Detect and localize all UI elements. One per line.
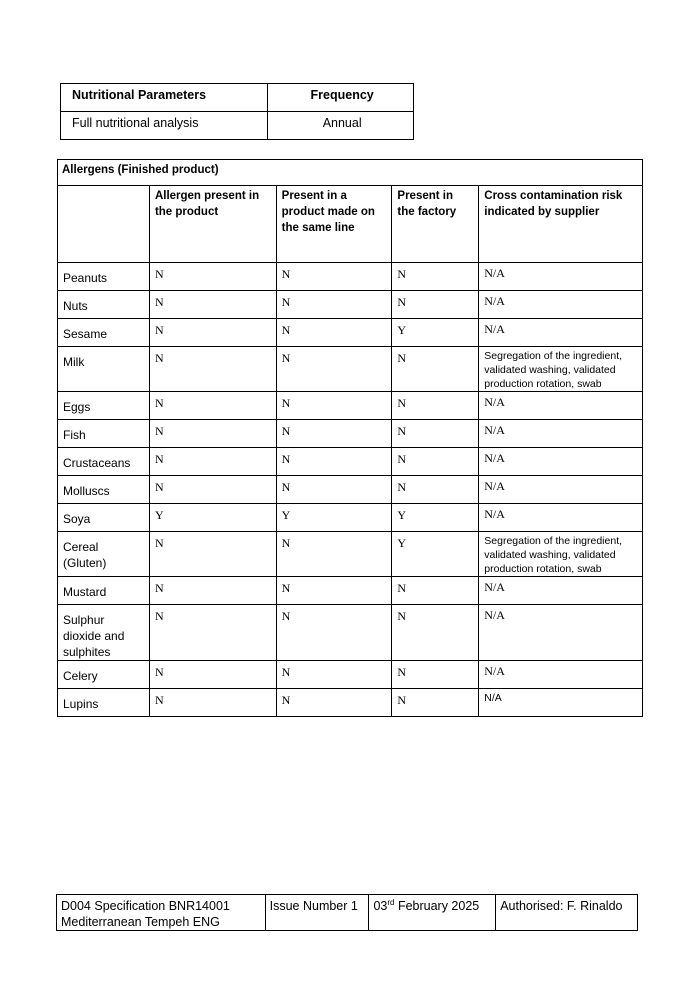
- in-factory-value: N: [392, 291, 479, 319]
- allergen-row: [58, 319, 643, 347]
- footer-row: [57, 895, 638, 931]
- allergen-row: [58, 448, 643, 476]
- same-line-value: N: [276, 291, 392, 319]
- allergen-name: Celery: [58, 661, 150, 689]
- cross-contamination-value: N/A: [479, 605, 643, 661]
- nutritional-param-cell: Full nutritional analysis: [61, 112, 268, 140]
- in-factory-value: N: [392, 476, 479, 504]
- allergen-name: Mustard: [58, 577, 150, 605]
- frequency-header: Frequency: [268, 84, 414, 112]
- in-factory-value: N: [392, 347, 479, 392]
- allergen-name: Peanuts: [58, 263, 150, 291]
- nutritional-row: [61, 112, 414, 140]
- present-in-product-value: N: [149, 291, 276, 319]
- same-line-value: Y: [276, 504, 392, 532]
- same-line-value: N: [276, 689, 392, 717]
- cross-contamination-value: N/A: [479, 577, 643, 605]
- present-in-product-value: N: [149, 347, 276, 392]
- allergen-name: Nuts: [58, 291, 150, 319]
- allergen-row: [58, 263, 643, 291]
- present-in-product-value: Y: [149, 504, 276, 532]
- in-factory-value: N: [392, 448, 479, 476]
- cross-contamination-value: N/A: [479, 476, 643, 504]
- allergen-row: [58, 476, 643, 504]
- allergen-name-header: [58, 186, 150, 263]
- allergen-row: [58, 504, 643, 532]
- allergen-name: Sesame: [58, 319, 150, 347]
- allergen-name: Cereal (Gluten): [58, 532, 150, 577]
- header-present-in-product: Allergen present in the product: [149, 186, 276, 263]
- allergen-row: [58, 577, 643, 605]
- in-factory-value: N: [392, 605, 479, 661]
- allergen-name: Lupins: [58, 689, 150, 717]
- cross-contamination-value: N/A: [479, 448, 643, 476]
- allergen-row: [58, 392, 643, 420]
- allergen-name: Eggs: [58, 392, 150, 420]
- in-factory-value: N: [392, 392, 479, 420]
- allergen-row: [58, 605, 643, 661]
- in-factory-value: N: [392, 661, 479, 689]
- allergen-row: [58, 532, 643, 577]
- nutritional-table: [60, 83, 414, 140]
- same-line-value: N: [276, 476, 392, 504]
- allergen-row: [58, 689, 643, 717]
- footer-authorised: Authorised: F. Rinaldo: [496, 895, 638, 931]
- footer-date-day: 03: [373, 899, 388, 913]
- nutritional-param-header: Nutritional Parameters: [61, 84, 268, 112]
- present-in-product-value: N: [149, 448, 276, 476]
- present-in-product-value: N: [149, 577, 276, 605]
- allergen-row: [58, 420, 643, 448]
- same-line-value: N: [276, 448, 392, 476]
- allergens-title: Allergens (Finished product): [58, 160, 643, 186]
- in-factory-value: Y: [392, 532, 479, 577]
- same-line-value: N: [276, 347, 392, 392]
- nutritional-header-row: [61, 84, 414, 112]
- same-line-value: N: [276, 605, 392, 661]
- allergens-header-row: [58, 186, 643, 263]
- present-in-product-value: N: [149, 319, 276, 347]
- frequency-cell: Annual: [268, 112, 414, 140]
- cross-contamination-value: N/A: [479, 263, 643, 291]
- present-in-product-value: N: [149, 263, 276, 291]
- allergens-title-row: [58, 160, 643, 186]
- cross-contamination-value: N/A: [479, 392, 643, 420]
- cross-contamination-value: Segregation of the ingredient, validated washing, validated production rotation, swab: [479, 347, 643, 392]
- allergen-row: [58, 347, 643, 392]
- header-in-factory: Present in the factory: [392, 186, 479, 263]
- cross-contamination-value: Segregation of the ingredient, validated washing, validated production rotation, swab: [479, 532, 643, 577]
- footer-date: [369, 895, 496, 931]
- in-factory-value: N: [392, 420, 479, 448]
- allergen-name: Sulphur dioxide and sulphites: [58, 605, 150, 661]
- footer-issue-number: Issue Number 1: [265, 895, 369, 931]
- present-in-product-value: N: [149, 661, 276, 689]
- cross-contamination-value: N/A: [479, 291, 643, 319]
- cross-contamination-value: N/A: [479, 319, 643, 347]
- cross-contamination-value: N/A: [479, 504, 643, 532]
- document-footer: [56, 894, 638, 931]
- allergens-table: [57, 159, 643, 717]
- same-line-value: N: [276, 661, 392, 689]
- allergen-name: Fish: [58, 420, 150, 448]
- present-in-product-value: N: [149, 392, 276, 420]
- in-factory-value: Y: [392, 504, 479, 532]
- allergen-name: Crustaceans: [58, 448, 150, 476]
- cross-contamination-value: N/A: [479, 661, 643, 689]
- same-line-value: N: [276, 532, 392, 577]
- same-line-value: N: [276, 263, 392, 291]
- same-line-value: N: [276, 420, 392, 448]
- header-same-line: Present in a product made on the same line: [276, 186, 392, 263]
- cross-contamination-value: N/A: [479, 689, 643, 717]
- footer-date-rest: February 2025: [394, 899, 480, 913]
- present-in-product-value: N: [149, 532, 276, 577]
- allergen-name: Soya: [58, 504, 150, 532]
- header-cross-contamination: Cross contamination risk indicated by supplier: [479, 186, 643, 263]
- in-factory-value: N: [392, 263, 479, 291]
- allergen-name: Milk: [58, 347, 150, 392]
- present-in-product-value: N: [149, 476, 276, 504]
- footer-date-suffix: rd: [387, 897, 395, 907]
- allergen-rows: [58, 263, 643, 717]
- in-factory-value: N: [392, 577, 479, 605]
- cross-contamination-value: N/A: [479, 420, 643, 448]
- in-factory-value: Y: [392, 319, 479, 347]
- present-in-product-value: N: [149, 689, 276, 717]
- footer-document-id: D004 Specification BNR14001 Mediterranean Tempeh ENG: [57, 895, 266, 931]
- allergen-name: Molluscs: [58, 476, 150, 504]
- allergen-row: [58, 291, 643, 319]
- same-line-value: N: [276, 392, 392, 420]
- in-factory-value: N: [392, 689, 479, 717]
- present-in-product-value: N: [149, 605, 276, 661]
- same-line-value: N: [276, 319, 392, 347]
- same-line-value: N: [276, 577, 392, 605]
- allergen-row: [58, 661, 643, 689]
- present-in-product-value: N: [149, 420, 276, 448]
